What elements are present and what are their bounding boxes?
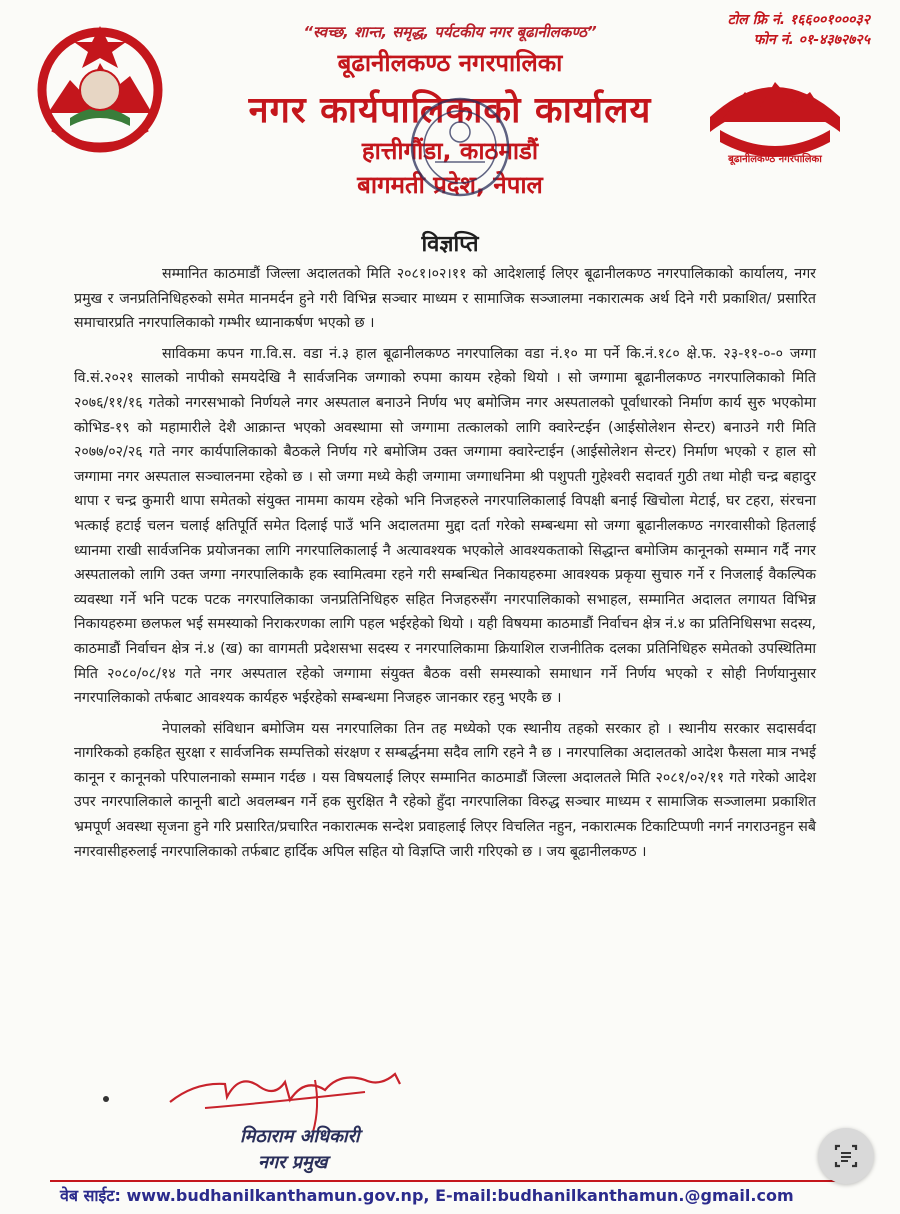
paragraph-2: साविकमा कपन गा.वि.स. वडा नं.३ हाल बूढानीलकण्ठ नगरपालिका वडा नं.१० मा पर्ने कि.नं.१८० क्षे.फ. २३-११-०-० जग्गा वि.सं.२०२१ सालको नापीको समयदेखि नै सार्वजनिक जग्गाको रुपमा कायम रहेको थियो । सो जग्गामा बूढानीलकण्ठ नगरपालिकाको मिति २०७६/११/१६ गतेको नगरसभाको निर्णयले नगर अस्पताल बनाउने निर्णय भए बमोजिम नगर अस्पतालको पूर्वाधारको निर्माण कार्य सुरु भएकोमा कोभिड-१९ को महामारीले देशै आक्रान्त भएको अवस्थामा सो जग्गामा तत्कालको लागि क्वारेन्टईन (आईसोलेशन सेन्टर) बनाउने गरी मिति २०७७/०२/२६ गते नगर कार्यपालिकाको बैठकले निर्णय गरे बमोजिम उक्त जग्गामा क्वारेन्टाईन (आईसोलेशन सेन्टर) निर्माण भएको र हाल सो जग्गामा नगर अस्पताल सञ्चालनमा रहेको छ । सो जग्गा मध्ये केही जग्गामा जग्गाधनिमा श्री पशुपती गुहेश्वरी सदावर्त गुठी तथा मोही चन्द्र बहादुर थापा र चन्द्र कुमारी थापा समेतको संयुक्त नाममा कायम रहेको भनि निजहरुले नगरपालिकालाई विपक्षी बनाई खिचोला मेटाई, घर टहरा, संरचना भत्काई हटाई चलन चलाई क्षतिपूर्ति समेत दिलाई पाउँ भनि अदालतमा मुद्दा दर्ता गरेको सम्बन्धमा सो जग्गा बूढानीलकण्ठ नगरवासीको हितलाई ध्यानमा राखी सार्वजनिक प्रयोजनका लागि नगरपालिकालाई नै अत्यावश्यक भएकोले आवश्यकताको सिद्धान्त बमोजिम कानूनको सम्मान गर्दै नगर अस्पतालको लागि उक्त जग्गा नगरपालिकाकै हक स्वामित्वमा रहने गरी सम्बन्धित निकायहरुमा आवश्यक प्रकृया सुचारु गर्ने र निजलाई वैकल्पिक व्यवस्था गर्ने भनि पटक पटक नगरपालिकाका जनप्रतिनिधिहरु सहित निजहरुसँग नगरपालिकाको सभाहल, सम्मानित अदालत लगायत विभिन्न निकायहरुमा छलफल भई समस्याको निराकरणका लागि पहल भईरहेको थियो । यही विषयमा काठमाडौं निर्वाचन क्षेत्र नं.४ का प्रतिनिधिसभा सदस्य, काठमाडौं निर्वाचन क्षेत्र नं.४ (ख) का वागमती प्रदेशसभा सदस्य र नगरपालिकामा क्रियाशिल राजनीतिक दलका प्रतिनिधिहरु समेतको उपस्थितिमा मिति २०८०/०८/१४ गते नगर अस्पताल रहेको जग्गामा संयुक्त बैठक वसी समस्याको समाधान गर्ने निर्णय भएको र सोही निर्णयानुसार नगरपालिकाको तर्फबाट आवश्यक कार्यहरु भईरहेको सम्बन्धमा निजहरु जानकार रहनु भएकै छ ।	[74, 345, 816, 707]
footer	[60, 1184, 820, 1206]
notice-body	[74, 262, 816, 870]
phone-number: फोन नं. ०१-४३७२७२५	[753, 32, 870, 48]
paragraph-1: सम्मानित काठमाडौं जिल्ला अदालतको मिति २०८१।०२।११ को आदेशलाई लिएर बूढानीलकण्ठ नगरपालिकाको कार्यालय, नगर प्रमुख र जनप्रतिनिधिहरुको समेत मानमर्दन हुने गरी विभिन्न सञ्चार माध्यम र सामाजिक सञ्जालमा नकारात्मक अर्थ दिने गरी प्रकाशित/ प्रसारित समाचारप्रति नगरपालिकाको गम्भीर ध्यानाकर्षण भएको छ ।	[74, 266, 816, 332]
scan-text-button[interactable]	[818, 1128, 874, 1184]
right-logo-caption: बूढानीलकण्ठ नगरपालिका	[728, 154, 822, 165]
address-line-2: बागमती प्रदेश, नेपाल	[357, 171, 543, 199]
website-label: वेब साईट:	[60, 1186, 121, 1205]
slogan: “स्वच्छ, शान्त, समृद्ध, पर्यटकीय नगर बूढानीलकण्ठ”	[303, 23, 597, 41]
municipality-logo-icon	[700, 62, 850, 172]
footer-divider	[50, 1180, 850, 1182]
ink-dot	[103, 1096, 109, 1102]
email-link[interactable]: budhanilkanthamun.@gmail.com	[497, 1186, 794, 1205]
municipality-name: बूढानीलकण्ठ नगरपालिका	[337, 49, 563, 77]
email-label: E-mail:	[435, 1186, 498, 1205]
office-stamp-icon	[405, 92, 515, 202]
contact-block	[680, 10, 870, 50]
address-line-1: हात्तीगौंडा, काठमाडौं	[361, 137, 539, 165]
signer-title: नगर प्रमुख	[258, 1152, 328, 1173]
notice-title: विज्ञप्ति	[421, 232, 479, 257]
paragraph-3: नेपालको संविधान बमोजिम यस नगरपालिका तिन तह मध्येको एक स्थानीय तहको सरकार हो । स्थानीय सरकार सदासर्वदा नागरिकको हकहित सुरक्षा र सार्वजनिक सम्पत्तिको संरक्षण र सम्बर्द्धनमा सदैव लागि रहने नै छ । नगरपालिका अदालतको आदेश फैसला मात्र नभई कानून र कानूनको परिपालनाको सम्मान गर्दछ । यस विषयलाई लिएर सम्मानित काठमाडौं जिल्ला अदालतले मिति २०८१/०२/११ गते गरेको आदेश उपर नगरपालिकाले कानूनी बाटो अवलम्बन गर्ने हक सुरक्षित नै रहेको हुँदा नगरपालिका विरुद्ध सञ्चार माध्यम र सामाजिक सञ्जालमा प्रकाशित भ्रमपूर्ण अवस्था सृजना हुने गरि प्रसारित/प्रचारित नकारात्मक सन्देश प्रवाहलाई लिएर विचलित नहुन, नकारात्मक टिकाटिप्पणी नगर्न नगराउनहुन सबै नगरवासीहरुलाई नगरपालिकाको तर्फबाट हार्दिक अपिल सहित यो विज्ञप्ति जारी गरिएको छ । जय बूढानीलकण्ठ ।	[74, 720, 816, 860]
tollfree-number: टोल फ्रि नं. १६६००१०००३२	[727, 12, 870, 28]
nepal-emblem-icon	[30, 18, 170, 158]
document-scan-icon	[818, 1128, 874, 1184]
website-link[interactable]: www.budhanilkanthamun.gov.np,	[126, 1186, 430, 1205]
signer-name: मिठाराम अधिकारी	[240, 1126, 360, 1147]
office-name: नगर कार्यपालिकाको कार्यालय	[248, 90, 652, 131]
